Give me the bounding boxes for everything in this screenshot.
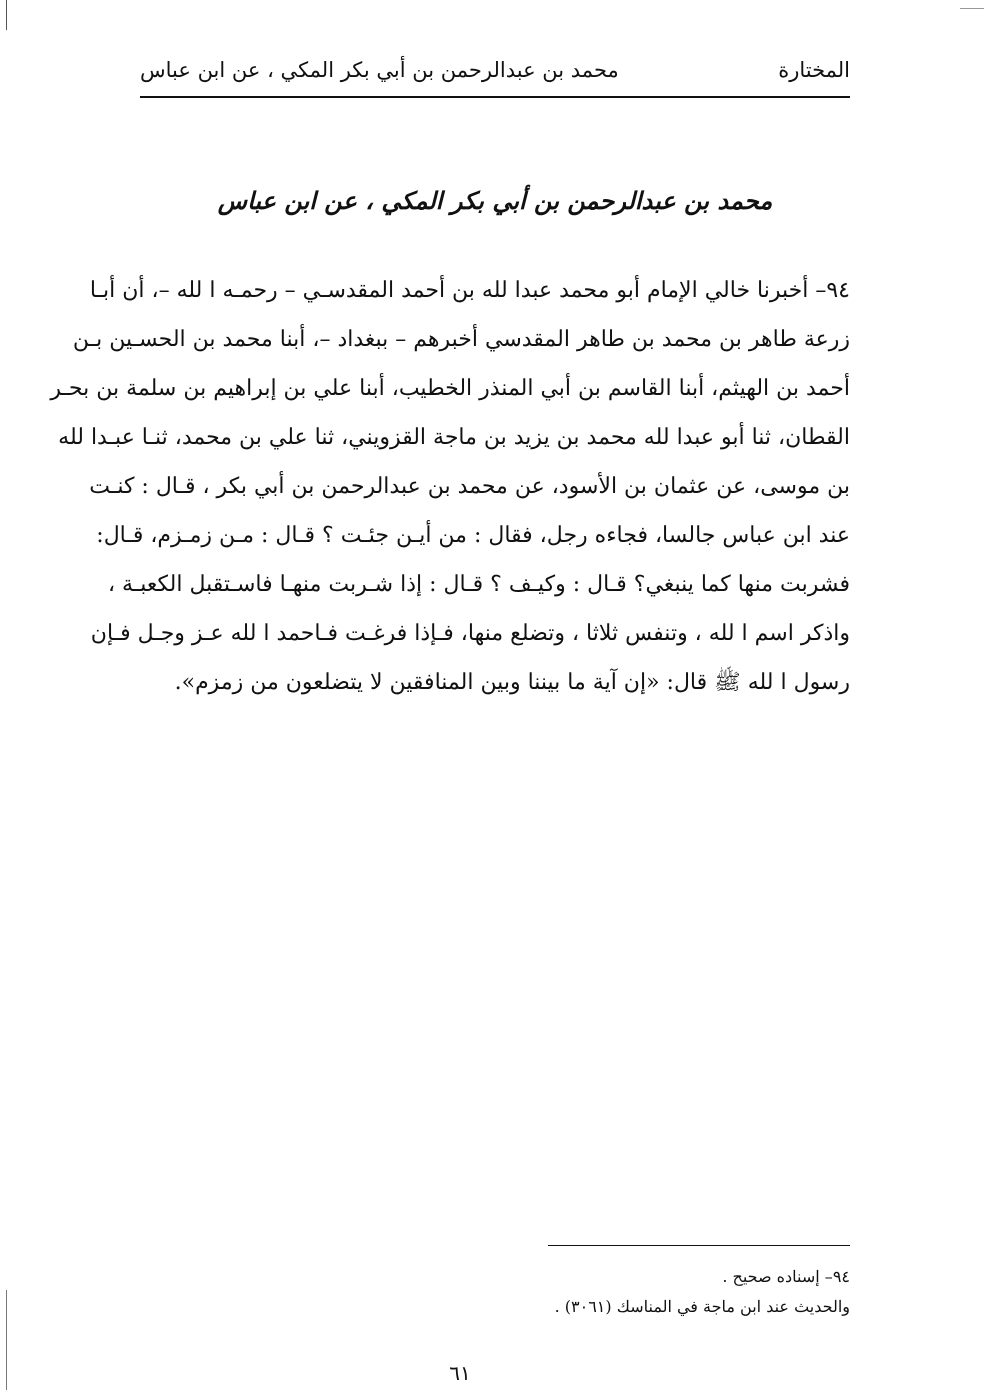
hadith-text [50,266,850,707]
text-line: فشربت منها كما ينبغي؟ قـال : وكيـف ؟ قـال : إذا شـربت منهـا فاسـتقبل الكعبـة ، [107,572,850,597]
text-line: زرعة طاهر بن محمد بن طاهر المقدسي أخبرهم – ببغداد –، أبنا محمد بن الحسـين بـن [72,327,850,352]
section-title: محمد بن عبدالرحمن بن أبي بكر المكي ، عن ابن عباس [217,186,773,215]
chapter-title: محمد بن عبدالرحمن بن أبي بكر المكي ، عن ابن عباس [140,58,619,82]
footnote-rule [548,1245,850,1246]
footnote-line: والحديث عند ابن ماجة في المناسك (٣٠٦١) . [554,1297,850,1316]
page-number: ٦١ [449,1361,471,1385]
text-line: القطان، ثنا أبو عبدا لله محمد بن يزيد بن ماجة القزويني، ثنا علي بن محمد، ثنـا عبـدا لله [58,425,850,450]
text-line: ٩٤– أخبرنا خالي الإمام أبو محمد عبدا لله بن أحمد المقدسـي – رحمـه ا لله –، أن أبـا [89,278,850,303]
text-line: واذكر اسم ا لله ، وتنفس ثلاثا ، وتضلع منها، فـإذا فرغـت فـاحمد ا لله عـز وجـل فـإن [90,621,850,646]
running-header [140,50,850,94]
book-title: المختارة [778,58,850,82]
text-line: رسول ا لله ﷺ قال: «إن آية ما بيننا وبين المنافقين لا يتضلعون من زمزم». [174,670,850,695]
footnotes [150,1262,850,1322]
scan-edge-mark [960,8,984,9]
text-line: بن موسى، عن عثمان بن الأسود، عن محمد بن عبدالرحمن بن أبي بكر ، قـال : كنـت [89,474,850,499]
scan-edge-mark [6,1290,7,1390]
text-line: عند ابن عباس جالسا، فجاءه رجل، فقال : من أيـن جئـت ؟ قـال : مـن زمـزم، قـال: [96,523,850,548]
scan-edge-mark [6,0,7,30]
footnote-line: ٩٤– إسناده صحيح . [722,1267,850,1286]
text-line: أحمد بن الهيثم، أبنا القاسم بن أبي المنذر الخطيب، أبنا علي بن إبراهيم بن سلمة بن بحـر [50,376,850,401]
header-rule [140,96,850,98]
